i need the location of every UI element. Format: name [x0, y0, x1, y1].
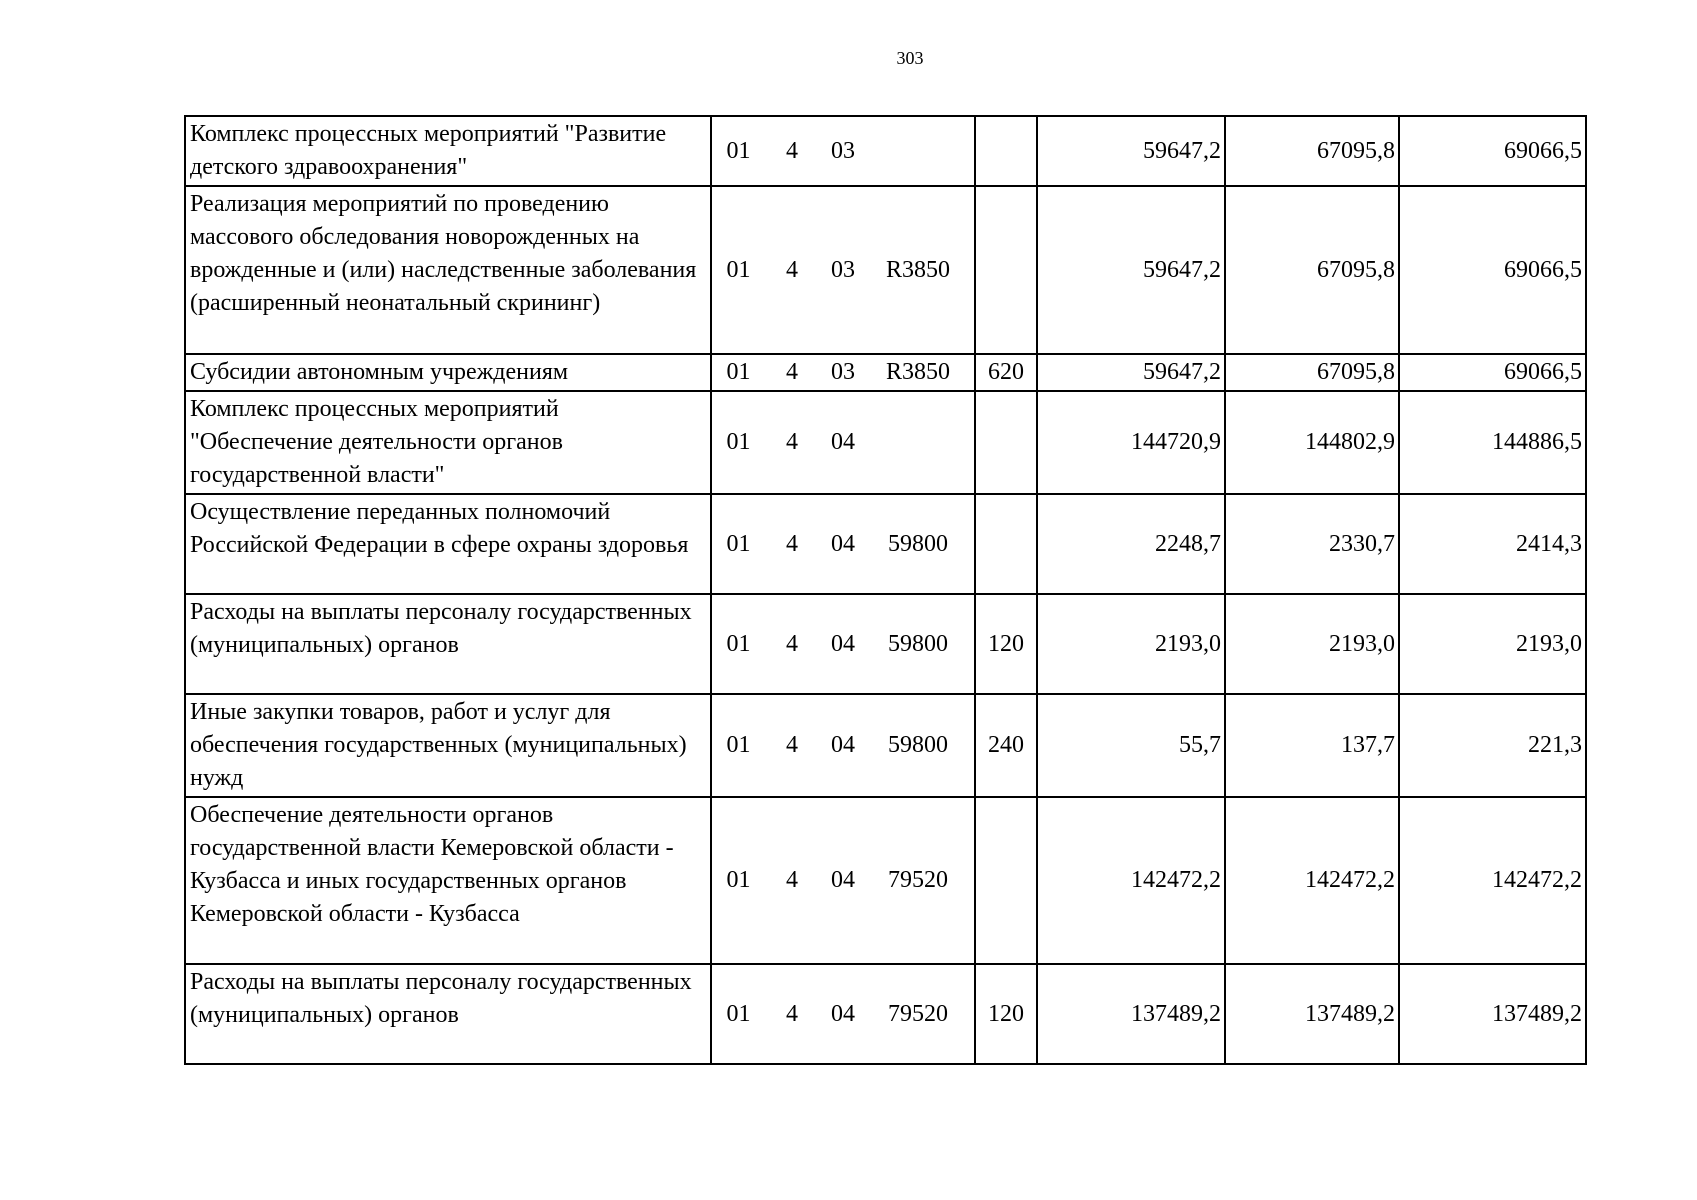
amount-year-2: 144802,9 [1225, 391, 1399, 494]
amount-year-3: 221,3 [1399, 694, 1586, 797]
amount-year-2: 2330,7 [1225, 494, 1399, 594]
group-code: 04 [831, 630, 855, 657]
subprogram-code: 4 [786, 137, 798, 164]
row-name: Осуществление переданных полномочий Российской Федерации в сфере охраны здоровья [185, 494, 711, 594]
direction-code: R3850 [885, 359, 950, 385]
subprogram-code: 4 [786, 429, 798, 455]
direction-code: 59800 [888, 530, 948, 557]
group-code: 04 [831, 530, 855, 557]
amount-year-1: 59647,2 [1037, 354, 1225, 391]
classification-codes [711, 494, 975, 594]
row-name: Иные закупки товаров, работ и услуг для обеспечения государственных (муниципальных) нужд [185, 694, 711, 797]
amount-year-1: 2248,7 [1037, 494, 1225, 594]
table-row [185, 494, 1586, 594]
table-row [185, 694, 1586, 797]
expense-type-code [975, 797, 1037, 964]
group-code: 03 [831, 256, 855, 283]
amount-year-3: 142472,2 [1399, 797, 1586, 964]
amount-year-3: 144886,5 [1399, 391, 1586, 494]
amount-year-1: 55,7 [1037, 694, 1225, 797]
amount-year-2: 2193,0 [1225, 594, 1399, 694]
table-row [185, 964, 1586, 1064]
row-name: Обеспечение деятельности органов государственной власти Кемеровской области - Кузбасса и иных государственных органов Кемеровской области - Кузбасса [185, 797, 711, 964]
amount-year-1: 144720,9 [1037, 391, 1225, 494]
direction-code: 59800 [888, 630, 948, 657]
amount-year-2: 137489,2 [1225, 964, 1399, 1064]
amount-year-2: 67095,8 [1225, 186, 1399, 354]
expense-type-code [975, 494, 1037, 594]
row-name: Расходы на выплаты персоналу государственных (муниципальных) органов [185, 594, 711, 694]
amount-year-3: 137489,2 [1399, 964, 1586, 1064]
subprogram-code: 4 [786, 256, 798, 283]
budget-table-body [185, 116, 1586, 1064]
program-code: 01 [726, 630, 751, 657]
direction-code: R3850 [885, 256, 950, 283]
expense-type-code: 120 [975, 594, 1037, 694]
amount-year-1: 59647,2 [1037, 116, 1225, 186]
group-code: 04 [831, 732, 855, 758]
expense-type-code [975, 116, 1037, 186]
row-name: Комплекс процессных мероприятий "Развитие детского здравоохранения" [185, 116, 711, 186]
amount-year-1: 2193,0 [1037, 594, 1225, 694]
amount-year-3: 69066,5 [1399, 354, 1586, 391]
row-name: Субсидии автономным учреждениям [185, 354, 711, 391]
classification-codes [711, 391, 975, 494]
table-row [185, 116, 1586, 186]
table-row [185, 391, 1586, 494]
classification-codes [711, 186, 975, 354]
page-number: 303 [896, 48, 924, 68]
amount-year-3: 69066,5 [1399, 186, 1586, 354]
classification-codes [711, 797, 975, 964]
row-name: Расходы на выплаты персоналу государственных (муниципальных) органов [185, 964, 711, 1064]
amount-year-3: 69066,5 [1399, 116, 1586, 186]
amount-year-3: 2193,0 [1399, 594, 1586, 694]
subprogram-code: 4 [786, 530, 798, 557]
subprogram-code: 4 [786, 1000, 798, 1027]
direction-code: 79520 [888, 1000, 948, 1027]
amount-year-2: 137,7 [1225, 694, 1399, 797]
expense-type-code: 620 [975, 354, 1037, 391]
group-code: 03 [831, 137, 855, 164]
classification-codes [711, 116, 975, 186]
classification-codes [711, 594, 975, 694]
table-row [185, 186, 1586, 354]
expense-type-code: 240 [975, 694, 1037, 797]
amount-year-1: 59647,2 [1037, 186, 1225, 354]
expense-type-code [975, 186, 1037, 354]
direction-code: 59800 [888, 732, 948, 758]
table-row [185, 797, 1586, 964]
expense-type-code: 120 [975, 964, 1037, 1064]
group-code: 04 [831, 429, 855, 455]
subprogram-code: 4 [786, 732, 798, 758]
program-code: 01 [726, 359, 751, 385]
table-row [185, 594, 1586, 694]
program-code: 01 [726, 1000, 751, 1027]
program-code: 01 [726, 867, 751, 893]
program-code: 01 [726, 429, 751, 455]
table-row [185, 354, 1586, 391]
amount-year-3: 2414,3 [1399, 494, 1586, 594]
classification-codes [711, 964, 975, 1064]
group-code: 03 [831, 359, 855, 385]
amount-year-1: 137489,2 [1037, 964, 1225, 1064]
group-code: 04 [831, 867, 855, 893]
row-name: Комплекс процессных мероприятий "Обеспечение деятельности органов государственной власти" [185, 391, 711, 494]
group-code: 04 [831, 1000, 855, 1027]
program-code: 01 [726, 137, 751, 164]
amount-year-2: 142472,2 [1225, 797, 1399, 964]
expense-type-code [975, 391, 1037, 494]
program-code: 01 [726, 256, 751, 283]
subprogram-code: 4 [786, 867, 798, 893]
program-code: 01 [726, 732, 751, 758]
direction-code: 79520 [888, 867, 948, 893]
amount-year-2: 67095,8 [1225, 116, 1399, 186]
classification-codes [711, 694, 975, 797]
budget-table [184, 115, 1587, 1065]
program-code: 01 [726, 530, 751, 557]
amount-year-1: 142472,2 [1037, 797, 1225, 964]
subprogram-code: 4 [786, 359, 798, 385]
amount-year-2: 67095,8 [1225, 354, 1399, 391]
classification-codes [711, 354, 975, 391]
subprogram-code: 4 [786, 630, 798, 657]
row-name: Реализация мероприятий по проведению массового обследования новорожденных на врожденные и (или) наследственные заболевания (расширенный неонатальный скрининг) [185, 186, 711, 354]
